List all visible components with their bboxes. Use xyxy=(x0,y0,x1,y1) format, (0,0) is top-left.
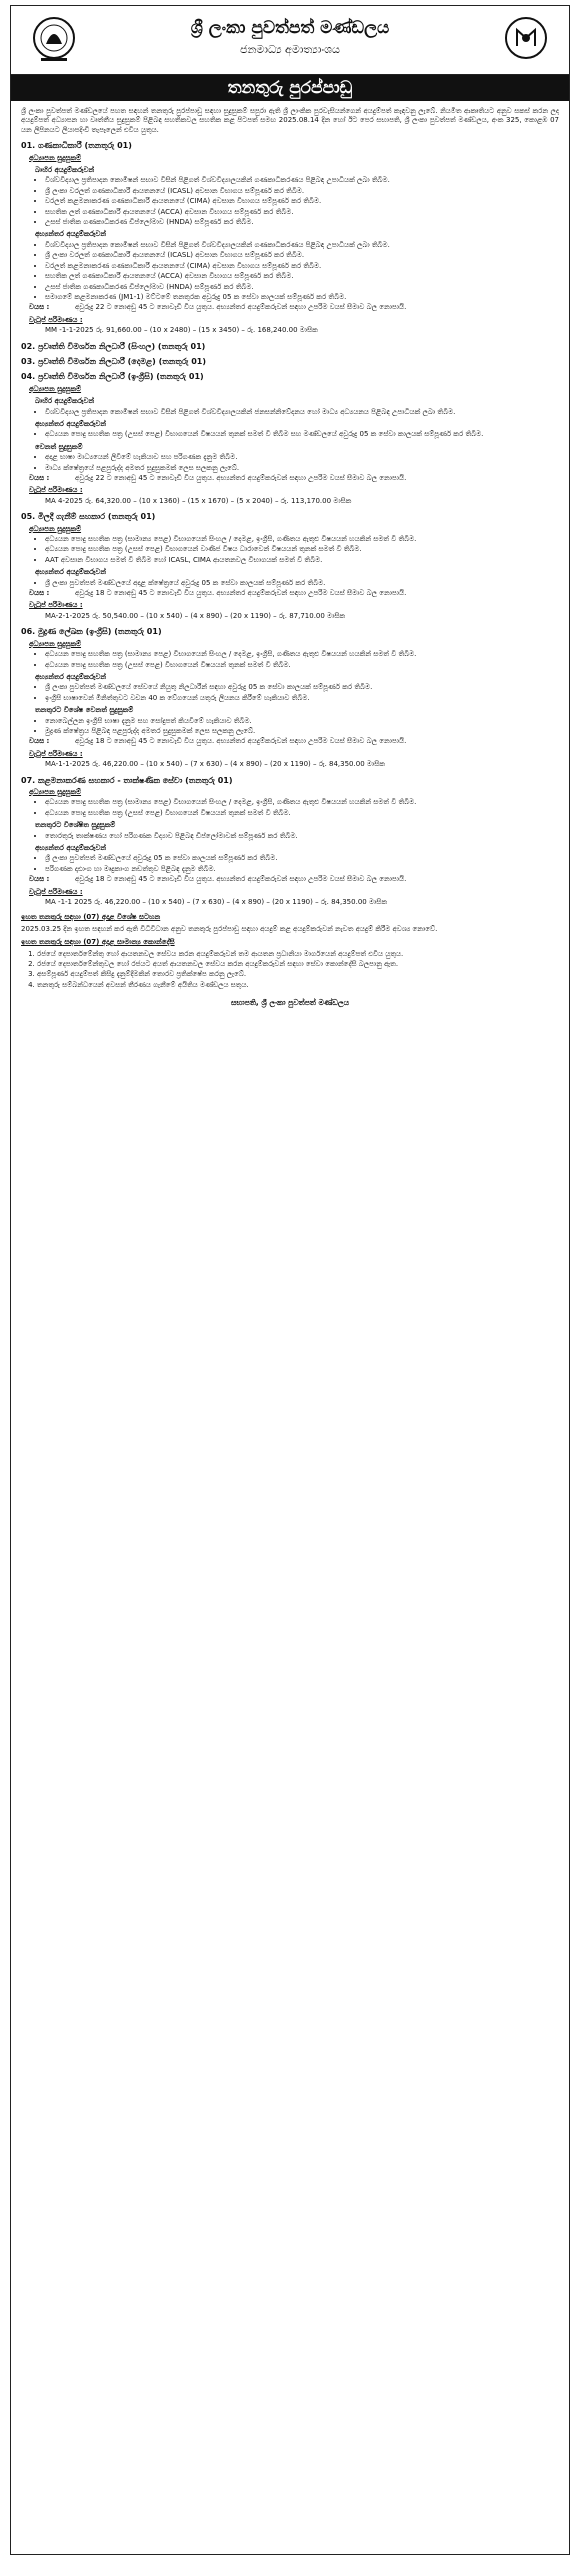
position-block xyxy=(21,141,559,335)
requirement-item: • අධ්‍යයන පොදු සහතික පත්‍ර (සාමාන්‍ය පෙළ) විභාගයෙන් සිංහල / දෙමළ, ඉංග්‍රීසි, ගණිතය ඇතුළු විෂයයන් හයකින් සමත් වී තිබීම. xyxy=(45,650,559,659)
organization-block xyxy=(91,18,489,57)
requirement-item: • අදාළ භාෂා මාධ්‍යයෙන් ලිවීමේ හැකියාව සහ පරිගණක දැනුම තිබීම. xyxy=(45,453,559,462)
requirement-item: • සමාගමේ කළමනාකරණ (JM1-1) මට්ටමේ තනතුරක අවුරුදු 05 ක සේවා කාලයක් සම්පූර්ණ කර තිබීම. xyxy=(45,293,559,302)
age-value: අවුරුදු 22 ට නොඅඩු 45 ට නොවැඩි විය යුතුය. අභ්‍යන්තර අයදුම්කරුවන් සඳහා උපරිම වයස් සීමාව බල නොපායි. xyxy=(75,474,407,482)
section-heading: අභ්‍යන්තර අයදුම්කරුවන් xyxy=(35,568,107,577)
requirement-item: • අධ්‍යයන පොදු සහතික පත්‍ර (උසස් පෙළ) විභාගයෙන් විෂයයන් තුනක් සමත් වී තිබීම. xyxy=(45,809,559,818)
requirements-list xyxy=(21,832,559,841)
section-heading: අභ්‍යන්තර අයදුම්කරුවන් xyxy=(35,844,107,852)
section-heading: අභ්‍යන්තර අයදුම්කරුවන් xyxy=(35,672,107,681)
position-block xyxy=(21,372,559,506)
section-heading: බාහිර අයදුම්කරුවන් xyxy=(35,166,95,175)
age-label: වයස : xyxy=(29,474,50,482)
requirement-item: • විශ්වවිද්‍යාල ප්‍රතිපාදන කොමිෂන් සභාව විසින් පිළිගත් විශ්වවිද්‍යාලයකින් ගණකාධිකරණය පිළිබඳ උපාධියක් ලබා තිබීම. xyxy=(45,176,559,185)
salary-scale: MM -1-1-2025 රු. 91,660.00 – (10 x 2480) – (15 x 3450) – රු. 168,240.00 මාසික xyxy=(45,326,318,335)
requirements-list xyxy=(21,854,559,874)
condition-item: 4. තනතුරු සම්බන්ධයෙන් අවසන් තීරණය ගැනීමේ අයිතිය මණ්ඩලය සතුය. xyxy=(37,981,559,990)
requirement-item: • මාධ්‍ය ක්ෂේත්‍රයේ පළපුරුද්ද අමතර සුදුසුකමක් ලෙස සලකනු ලැබේ. xyxy=(45,464,559,473)
special-note-title: ඉහත තනතුරු සඳහා (07) අදාළ විශේෂ සටහන xyxy=(21,913,161,922)
requirement-item: • උසස් ජාතික ගණකාධිකරණ ඩිප්ලෝමාව (HNDA) සම්පූර්ණ කර තිබීම. xyxy=(45,218,559,227)
condition-item: 2. රජයේ දෙපාර්තමේන්තුවල හෝ රජයට අයත් ආයතනවල සේවය කරන අයදුම්කරුවන් සඳහා සේවා කොන්දේසි බලපානු ඇත. xyxy=(37,960,559,969)
age-row xyxy=(29,589,559,598)
position-block xyxy=(21,357,559,366)
requirement-item: • සහතික ලත් ගණකාධිකාරී ආයතනයේ (ACCA) අවසාන විභාගය සම්පූර්ණ කර තිබීම. xyxy=(45,208,559,217)
requirements-list xyxy=(21,408,559,417)
requirement-item: • ශ්‍රී ලංකා වරලත් ගණකාධිකාරී ආයතනයේ (ICASL) අවසාන විභාගය සම්පූර්ණ කර තිබීම. xyxy=(45,251,559,260)
section-heading: අභ්‍යන්තර අයදුම්කරුවන් xyxy=(35,230,107,239)
section-heading: අධ්‍යාපන සුදුසුකම් xyxy=(29,524,82,533)
salary-label: වැටුප් පරිමාණය : xyxy=(29,749,83,758)
requirement-item: • මුද්‍රණ ක්ෂේත්‍රය පිළිබඳ පළපුරුද්ද අමතර සුදුසුකමක් ලෙස සලකනු ලැබේ. xyxy=(45,727,559,736)
position-title: 02. ප්‍රවෘත්ති විමර්ශන නිලධාරී (සිංහල) (තනතුරු 01) xyxy=(21,341,206,351)
section-heading: අධ්‍යාපන සුදුසුකම් xyxy=(29,787,82,796)
content xyxy=(11,101,569,1014)
age-value: අවුරුදු 18 ට නොඅඩු 45 ට නොවැඩි විය යුතුය. අභ්‍යන්තර අයදුම්කරුවන් සඳහා උපරිම වයස් සීමාව බල නොපායි. xyxy=(75,737,407,746)
requirement-item: • ශ්‍රී ලංකා පුවත්පත් මණ්ඩලයේ අවුරුදු 05 ක සේවා කාලයක් සම්පූර්ණ කර තිබීම. xyxy=(45,854,559,863)
position-title: 03. ප්‍රවෘත්ති විමර්ශන නිලධාරී (දෙමළ) (තනතුරු 01) xyxy=(21,356,207,366)
requirements-list xyxy=(21,176,559,227)
salary-scale: MA-2-1-2025 රු. 50,540.00 – (10 x 540) – (4 x 890) – (20 x 1190) – රු. 87,710.00 මාසික xyxy=(45,611,346,620)
position-title: 06. මුද්‍රණ ලේඛක (ඉංග්‍රීසි) (තනතුරු 01) xyxy=(21,627,162,637)
condition-item: 1. රජයේ දෙපාර්තමේන්තු හෝ ආයතනවල සේවය කරන අයදුම්කරුවන් තම ආයතන ප්‍රධානියා මාර්ගයෙන් අයදුම්පත් එවිය යුතුය. xyxy=(37,950,559,959)
condition-item: 3. අසම්පූර්ණ අයදුම්පත් කිසිදු දැනුම්දීමකින් තොරව ප්‍රතික්ෂේප කරනු ලැබේ. xyxy=(37,970,559,979)
age-value: අවුරුදු 22 ට නොඅඩු 45 ට නොවැඩි විය යුතුය. අභ්‍යන්තර අයදුම්කරුවන් සඳහා උපරිම වයස් සීමාව බල නොපායි. xyxy=(75,303,407,312)
age-label: වයස : xyxy=(29,589,50,598)
position-block xyxy=(21,512,559,621)
requirements-list xyxy=(21,798,559,818)
position-title: 01. ගණකාධිකාරී (තනතුරු 01) xyxy=(21,141,132,151)
requirement-item: • නොබෙල්ලන ඉංග්‍රීසි භාෂා දැනුම සහ සෝදුපත් කියවීමේ හැකියාව තිබීම. xyxy=(45,717,559,726)
section-heading: තනතුරට විශේෂිත සුදුසුකම් xyxy=(35,821,116,830)
requirement-item: • අධ්‍යයන පොදු සහතික පත්‍ර (උසස් පෙළ) විභාගයෙන් වාණිජ විෂය ධාරාවෙන් විෂයයන් තුනක් සමත් වී තිබීම. xyxy=(45,545,559,554)
requirements-list xyxy=(21,683,559,703)
requirement-item: • තොරතුරු තාක්ෂණය හෝ පරිගණක විද්‍යාව පිළිබඳ ඩිප්ලෝමාවක් සම්පූර්ණ කර තිබීම. xyxy=(45,832,559,841)
requirement-item: • විශ්වවිද්‍යාල ප්‍රතිපාදන කොමිෂන් සභාව විසින් පිළිගත් විශ්වවිද්‍යාලයකින් ගණකාධිකරණය පිළිබඳ උපාධියක් ලබා තිබීම. xyxy=(45,241,559,250)
organization-name: ශ්‍රී ලංකා පුවත්පත් මණ්ඩලය xyxy=(190,18,390,38)
age-label: වයස : xyxy=(29,737,50,746)
section-heading: බාහිර අයදුම්කරුවන් xyxy=(35,397,95,406)
requirement-item: • අධ්‍යයන පොදු සහතික පත්‍ර (උසස් පෙළ) විභාගයෙන් විෂයයන් තුනක් සමත් වී තිබීම සහ මණ්ඩලයේ අවුරුදු 05 ක සේවා කාලයක් සම්පූර්ණ කර තිබීම. xyxy=(45,430,559,439)
section-heading: අභ්‍යන්තර අයදුම්කරුවන් xyxy=(35,419,107,428)
age-label: වයස : xyxy=(29,875,50,884)
national-emblem-icon xyxy=(31,14,77,64)
age-row xyxy=(29,474,559,483)
position-block xyxy=(21,342,559,351)
salary-label: වැටුප් පරිමාණය : xyxy=(29,601,83,610)
general-conditions-title: ඉහත තනතුරු සඳහා (07) අදාළ සාමාන්‍ය කොන්දේසි xyxy=(21,938,175,947)
advertisement-page xyxy=(10,5,570,2555)
age-row xyxy=(29,737,559,746)
section-heading: අධ්‍යාපන සුදුසුකම් xyxy=(29,153,82,162)
position-block xyxy=(21,776,559,908)
section-heading: තනතුරට විශේෂ වෙනත් සුදුසුකම් xyxy=(35,706,134,715)
requirements-list xyxy=(21,579,559,588)
section-heading: වෙනත් සුදුසුකම් xyxy=(35,442,83,451)
requirement-item: • ඉංග්‍රීසි භාෂාවෙන් මිනිත්තුවට වචන 40 ක වේගයෙන් යතුරු ලියනය කිරීමේ හැකියාව තිබීම. xyxy=(45,694,559,703)
salary-scale: MA-1-1-2025 රු. 46,220.00 – (10 x 540) – (7 x 630) – (4 x 890) – (20 x 1190) – රු. 84,350.00 මාසික xyxy=(45,760,385,769)
requirement-item: • සහතික ලත් ගණකාධිකාරී ආයතනයේ (ACCA) අවසාන විභාගය සම්පූර්ණ කර තිබීම. xyxy=(45,272,559,281)
position-block xyxy=(21,627,559,769)
ministry-name: ජනමාධ්‍ය අමාත්‍යාංශය xyxy=(240,43,340,56)
requirements-list xyxy=(21,453,559,473)
footer-notes xyxy=(21,913,559,1007)
signature: සභාපති, ශ්‍රී ලංකා පුවත්පත් මණ්ඩලය xyxy=(231,998,349,1008)
requirement-item: • වරලත් කළමනාකරණ ගණකාධිකාරී ආයතනයේ (CIMA) අවසාන විභාගය සම්පූර්ණ කර තිබීම. xyxy=(45,197,559,206)
salary-scale: MA 4-2025 රු. 64,320.00 – (10 x 1360) – (15 x 1670) – (5 x 2040) – රු. 113,170.00 මාසික xyxy=(45,496,352,505)
positions-list xyxy=(21,141,559,907)
age-row xyxy=(29,303,559,312)
salary-label: වැටුප් පරිමාණය : xyxy=(29,315,83,324)
position-title: 05. මිලදී ගැනීම් සහකාර (තනතුරු 01) xyxy=(21,512,156,522)
age-label: වයස : xyxy=(29,303,50,312)
requirement-item: • AAT අවසාන විභාගය සමත් වී තිබීම හෝ ICASL, CIMA ආයතනවල විභාගයක් සමත් වී තිබීම. xyxy=(45,556,559,565)
age-value: අවුරුදු 18 ට නොඅඩු 45 ට නොවැඩි විය යුතුය. අභ්‍යන්තර අයදුම්කරුවන් සඳහා උපරිම වයස් සීමාව බල නොපායි. xyxy=(75,589,407,598)
requirement-item: • ශ්‍රී ලංකා වරලත් ගණකාධිකාරී ආයතනයේ (ICASL) අවසාන විභාගය සම්පූර්ණ කර තිබීම. xyxy=(45,187,559,196)
requirement-item: • අධ්‍යයන පොදු සහතික පත්‍ර (සාමාන්‍ය පෙළ) විභාගයෙන් සිංහල / දෙමළ, ඉංග්‍රීසි, ගණිතය ඇතුළු විෂයයන් හයකින් සමත් වී තිබීම. xyxy=(45,535,559,544)
salary-label: වැටුප් පරිමාණය : xyxy=(29,486,83,495)
requirement-item: • පරිගණක දෘඪාංග හා මෘදුකාංග නඩත්තුව පිළිබඳ දැනුම තිබීම. xyxy=(45,865,559,874)
general-conditions-list xyxy=(21,950,559,991)
requirements-list xyxy=(21,430,559,439)
salary-label: වැටුප් පරිමාණය : xyxy=(29,887,83,896)
age-row xyxy=(29,875,559,884)
requirements-list xyxy=(21,535,559,565)
salary-scale: MA -1-1 2025 රු. 46,220.00 – (10 x 540) – (7 x 630) – (4 x 890) – (20 x 1190) – රු. 84,350.00 මාසික xyxy=(45,898,387,907)
requirement-item: • විශ්වවිද්‍යාල ප්‍රතිපාදන කොමිෂන් සභාව විසින් පිළිගත් විශ්වවිද්‍යාලයකින් ජනසන්නිවේදනය හෝ මාධ්‍ය අධ්‍යයනය පිළිබඳ උපාධියක් ලබා තිබීම. xyxy=(45,408,559,417)
requirement-item: • අධ්‍යයන පොදු සහතික පත්‍ර (උසස් පෙළ) විභාගයෙන් විෂයයන් තුනක් සමත් වී තිබීම. xyxy=(45,661,559,670)
requirement-item: • වරලත් කළමනාකරණ ගණකාධිකාරී ආයතනයේ (CIMA) අවසාන විභාගය සම්පූර්ණ කර තිබීම. xyxy=(45,262,559,271)
requirement-item: • ශ්‍රී ලංකා පුවත්පත් මණ්ඩලයේ අදාළ ක්ෂේත්‍රයේ අවුරුදු 05 ක සේවා කාලයක් සම්පූර්ණ කර තිබීම. xyxy=(45,579,559,588)
press-council-logo-icon xyxy=(503,14,549,64)
section-heading: අධ්‍යාපන සුදුසුකම් xyxy=(29,384,82,393)
intro-paragraph: ශ්‍රී ලංකා පුවත්පත් මණ්ඩලයේ පහත සඳහන් තනතුරු පුරප්පාඩු සඳහා සුදුසුකම් සපුරා ඇති ශ්‍රී ලාංකික පුරවැසියන්ගෙන් අයදුම්පත් කැඳවනු ලැබේ. නියමිත ආකෘතියට අනුව සකස් කරන ලද අයදුම්පත් අධ්‍යාපන හා වෘත්තීය සුදුසුකම් පිළිබඳ සහතිකවල සහතික කළ පිටපත් සමඟ 2025.08.14 දින හෝ ඊට පෙර සභාපති, ශ්‍රී ලංකා පුවත්පත් මණ්ඩලය, අංක 325, කොළඹ 07 යන ලිපිනයට ලියාපදිංචි තැපෑලෙන් එවිය යුතුය. xyxy=(21,107,559,134)
requirement-item: • ශ්‍රී ලංකා පුවත්පත් මණ්ඩලයේ සේවයේ නියුතු නිලධාරීන් සඳහා අවුරුදු 05 ක සේවා කාලයක් සම්පූර්ණ කර තිබීම. xyxy=(45,683,559,692)
requirement-item: • උසස් ජාතික ගණකාධිකරණ ඩිප්ලෝමාව (HNDA) සම්පූර්ණ කර තිබීම. xyxy=(45,283,559,292)
section-heading: අධ්‍යාපන සුදුසුකම් xyxy=(29,639,82,648)
position-title: 07. කළමනාකරණ සහකාර - තාක්ෂණික සේවා (තනතුරු 01) xyxy=(21,775,233,785)
position-title: 04. ප්‍රවෘත්ති විමර්ශන නිලධාරී (ඉංග්‍රීසි) (තනතුරු 01) xyxy=(21,372,204,382)
vacancies-banner: තනතුරු පුරප්පාඩු xyxy=(11,75,569,101)
requirement-item: • අධ්‍යයන පොදු සහතික පත්‍ර (සාමාන්‍ය පෙළ) විභාගයෙන් සිංහල / දෙමළ, ඉංග්‍රීසි, ගණිතය ඇතුළු විෂයයන් හයකින් සමත් වී තිබීම. xyxy=(45,798,559,807)
header xyxy=(11,6,569,75)
requirements-list xyxy=(21,241,559,302)
special-note-text: 2025.03.25 දින ඉහත සඳහන් කර ඇති විධිවිධාන අනුව තනතුරු පුරප්පාඩු සඳහා අයදුම් කළ අයදුම්කරුවන් නැවත අයදුම් කිරීම අවශ්‍ය නොවේ. xyxy=(21,924,438,933)
requirements-list xyxy=(21,717,559,737)
requirements-list xyxy=(21,650,559,670)
age-value: අවුරුදු 18 ට නොඅඩු 45 ට නොවැඩි විය යුතුය. අභ්‍යන්තර අයදුම්කරුවන් සඳහා උපරිම වයස් සීමාව බල නොපායි. xyxy=(75,875,407,884)
